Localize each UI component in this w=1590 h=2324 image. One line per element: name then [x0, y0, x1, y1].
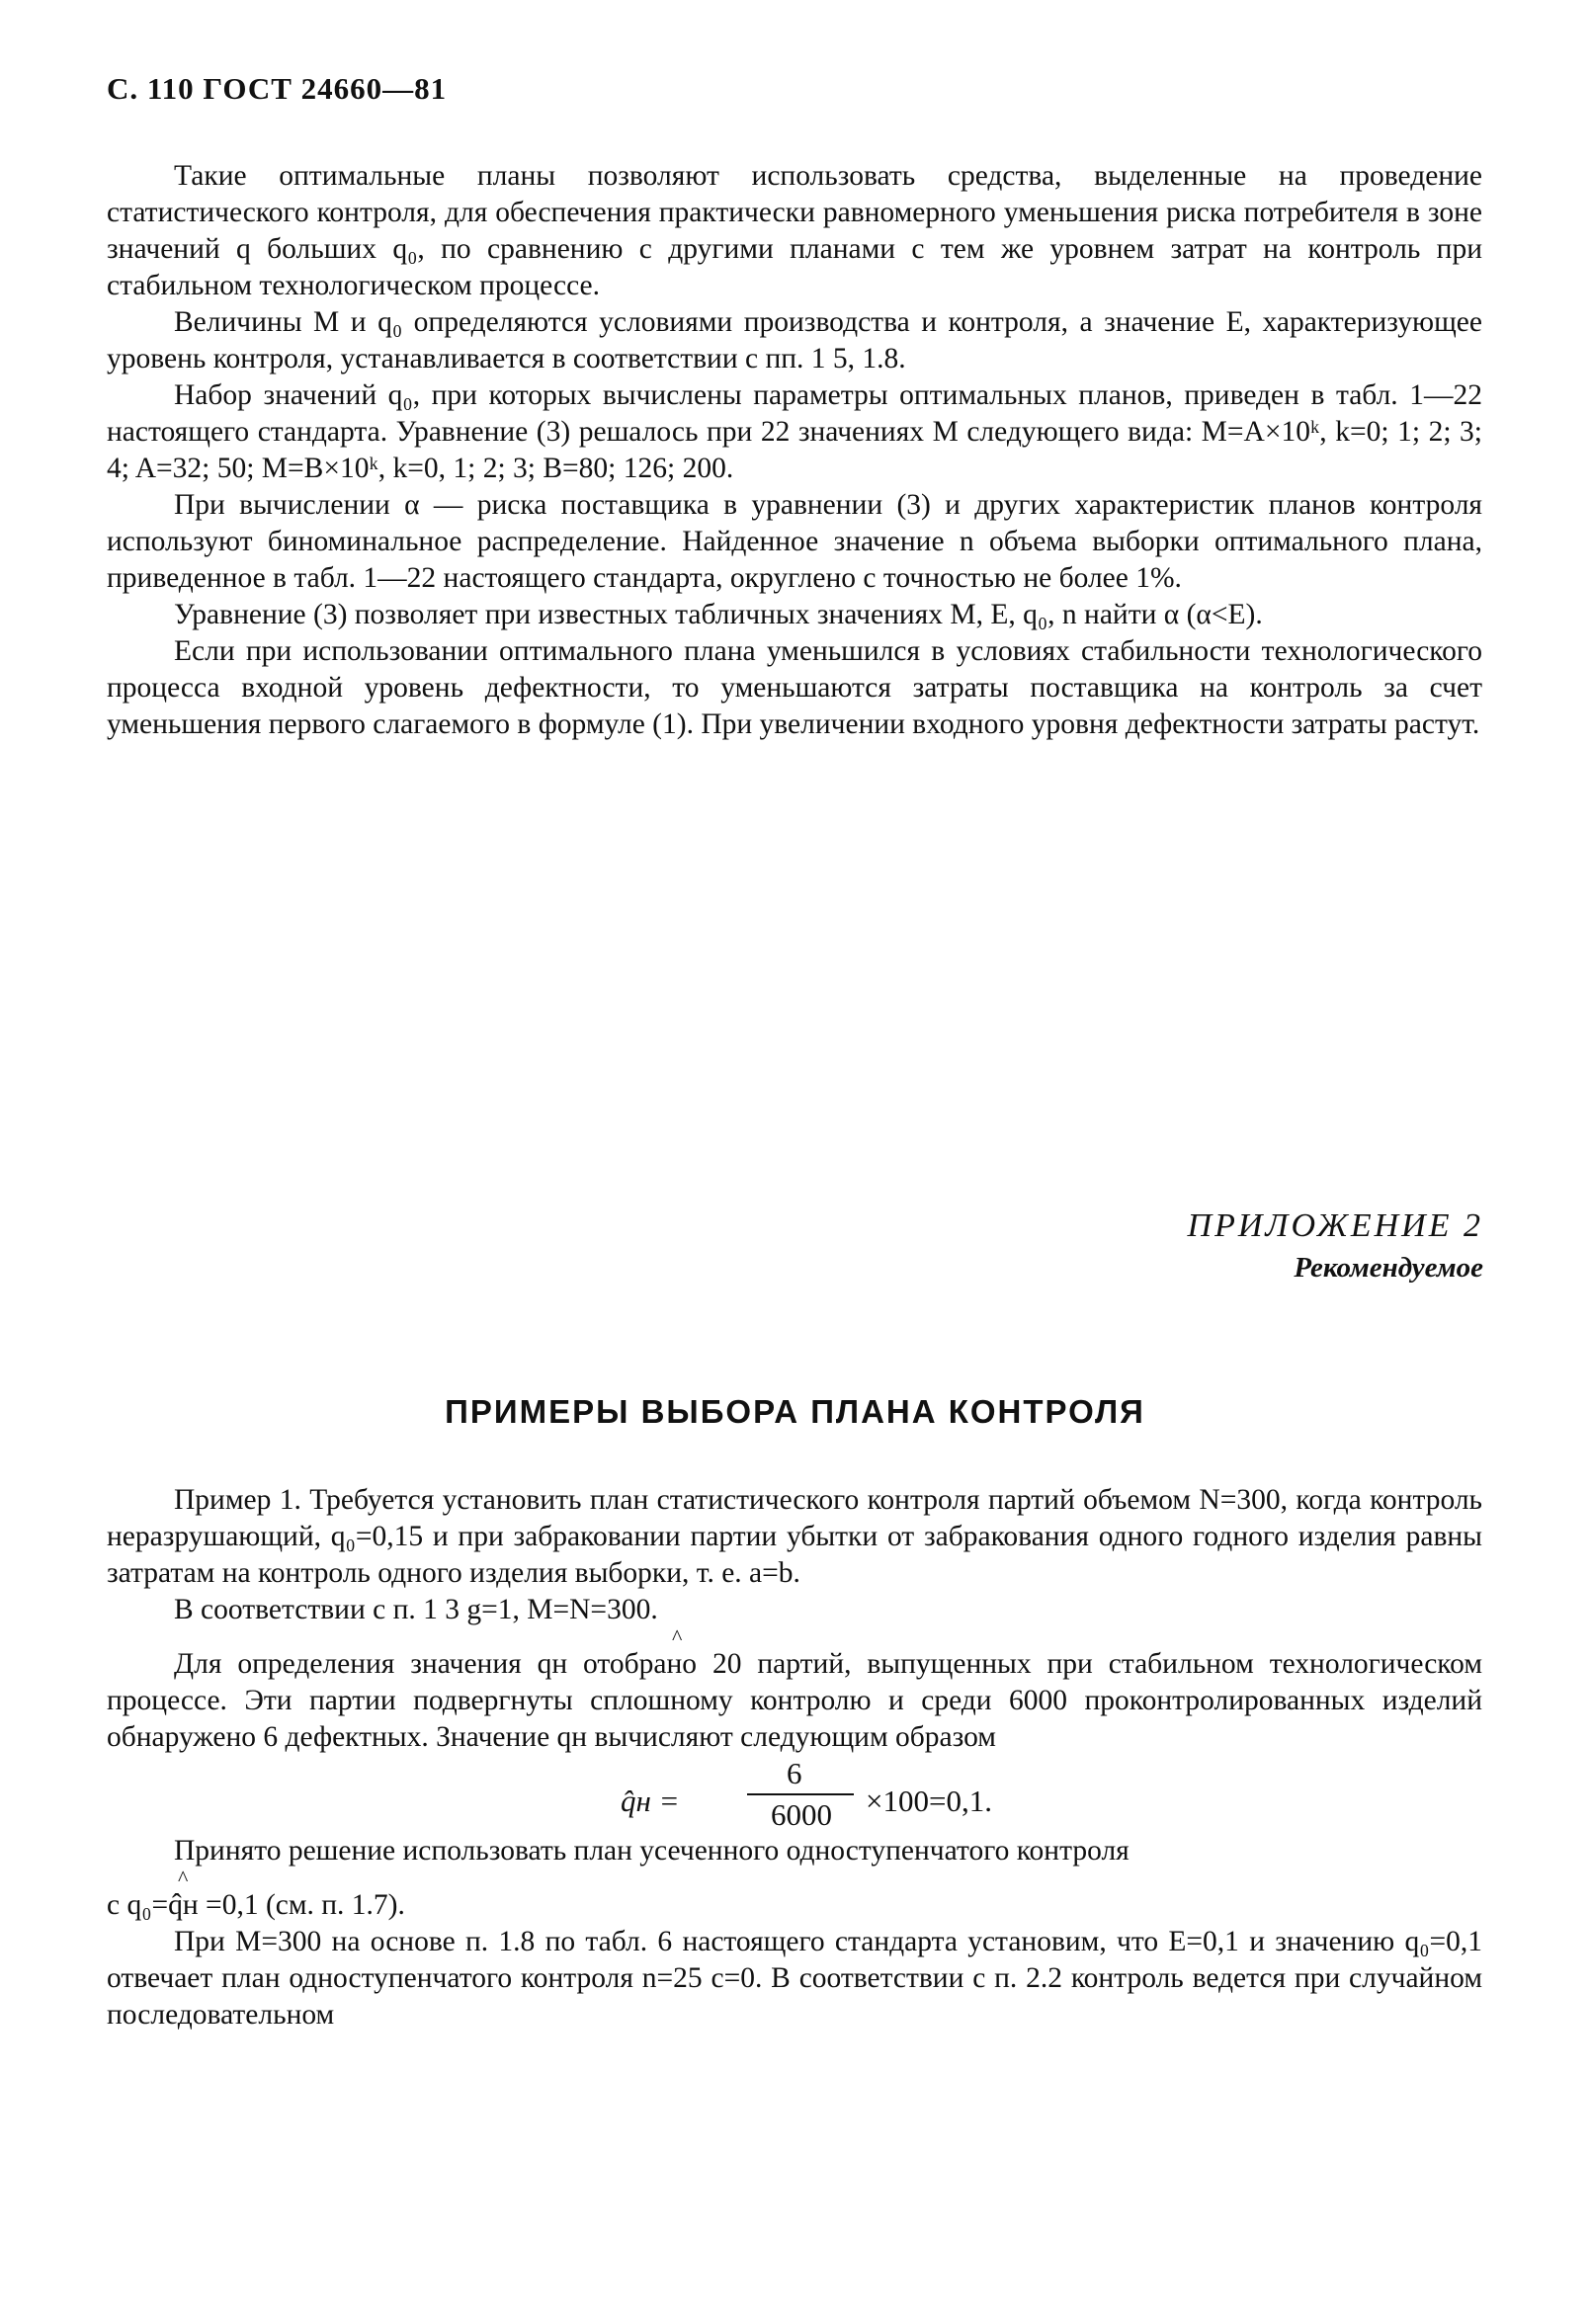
example-paragraph: Для определения значения qн отобрано 20 партий, выпущенных при стабильном технологическом процессе. Эти партии подвергнуты сплошному контролю и среди 6000 проконтролированных изделий обнаружено 6 дефектных. Значение qн вычисляют следующим образом	[107, 1648, 1482, 1753]
formula	[107, 1756, 1482, 1833]
appendix-subtitle: Рекомендуемое	[1294, 1252, 1483, 1284]
formula-rhs: ×100=0,1.	[866, 1784, 992, 1818]
paragraph: Величины M и q₀ определяются условиями производства и контроля, а значение E, характеризующее уровень контроля, устанавливается в соответствии с пп. 1 5, 1.8.	[107, 306, 1482, 374]
paragraph: Набор значений q₀, при которых вычислены параметры оптимальных планов, приведен в табл. 1—22 настоящего стандарта. Уравнение (3) решалось при 22 значениях M следующего вида: M=A×10ᵏ, k=0; 1; 2; 3; 4; A=32; 50; M=B×10ᵏ, k=0, 1; 2; 3; B=80; 126; 200.	[107, 379, 1482, 484]
example-paragraph: Принято решение использовать план усеченного одноступенчатого контроля	[174, 1835, 1130, 1867]
paragraph: Уравнение (3) позволяет при известных табличных значениях M, E, q₀, n найти α (α<E).	[174, 599, 1263, 630]
example-paragraph: При M=300 на основе п. 1.8 по табл. 6 настоящего стандарта установим, что E=0,1 и значению q₀=0,1 отвечает план одноступенчатого контроля n=25 c=0. В соответствии с п. 2.2 контроль ведется при случайном последовательном	[107, 1926, 1482, 2031]
example-paragraph: В соответствии с п. 1 3 g=1, M=N=300.	[174, 1594, 658, 1625]
example-paragraph: Пример 1. Требуется установить план статистического контроля партий объемом N=300, когда контроль неразрушающий, q₀=0,15 и при забраковании партии убытки от забракования одного годного изделия равны затратам на контроль одного изделия выборки, т. е. a=b.	[107, 1484, 1482, 1589]
formula-numerator: 6	[787, 1756, 802, 1790]
hat-mark: ^	[672, 1624, 683, 1649]
body-text-top	[107, 158, 1482, 743]
fraction-bar	[747, 1793, 854, 1795]
appendix-heading	[1188, 1204, 1483, 1286]
section-title: ПРИМЕРЫ ВЫБОРА ПЛАНА КОНТРОЛЯ	[445, 1393, 1145, 1430]
example-paragraph: с q₀=q̂н =0,1 (см. п. 1.7).	[107, 1889, 405, 1921]
hat-mark: ^	[178, 1866, 189, 1890]
formula-lhs: q̂н =	[621, 1784, 680, 1818]
paragraph: При вычислении α — риска поставщика в уравнении (3) и других характеристик планов контроля используют биноминальное распределение. Найденное значение n объема выборки оптимального плана, приведенное в табл. 1—22 настоящего стандарта, округлено с точностью не более 1%.	[107, 489, 1482, 594]
paragraph: Если при использовании оптимального плана уменьшился в условиях стабильности технологического процесса входной уровень дефектности, то уменьшаются затраты поставщика на контроль за счет уменьшения первого слагаемого в формуле (1). При увеличении входного уровня дефектности затраты растут.	[107, 635, 1482, 740]
example-body	[107, 1482, 1482, 2034]
paragraph: Такие оптимальные планы позволяют использовать средства, выделенные на проведение статистического контроля, для обеспечения практически равномерного уменьшения риска потребителя в зоне значений q больших q₀, по сравнению с другими планами с тем же уровнем затрат на контроль при стабильном технологическом процессе.	[107, 160, 1482, 301]
page-header: С. 110 ГОСТ 24660—81	[107, 71, 448, 106]
appendix-title: ПРИЛОЖЕНИЕ 2	[1187, 1207, 1483, 1244]
formula-denominator: 6000	[771, 1797, 832, 1832]
